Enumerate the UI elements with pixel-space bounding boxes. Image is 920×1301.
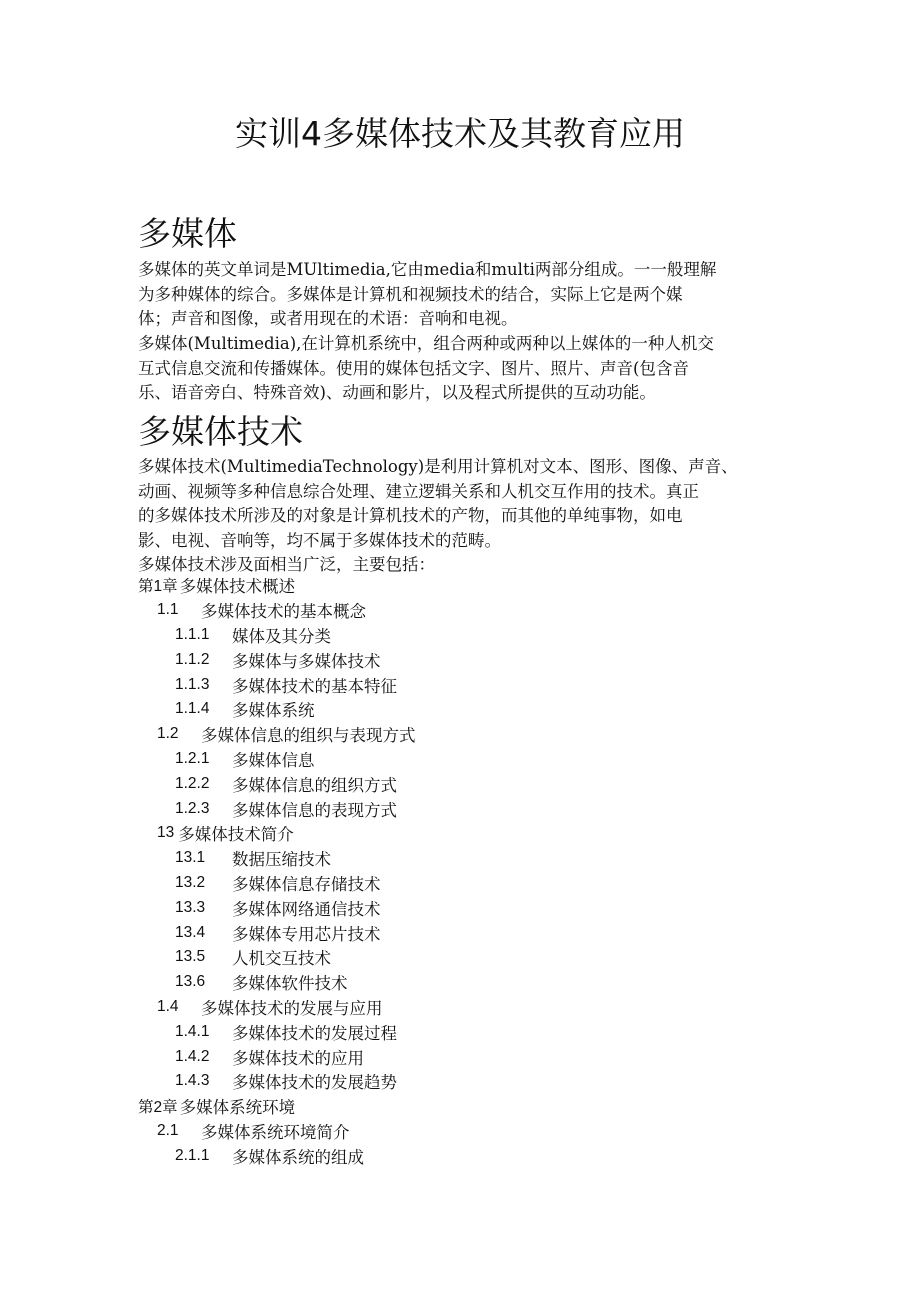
toc-entry — [138, 920, 788, 945]
text-line: 乐、语音旁白、特殊音效)、动画和影片，以及程式所提供的互动功能。 — [138, 383, 656, 402]
text-line: 多媒体的英文单词是MUltimedia,它由media和multi两部分组成。一一般理解 — [138, 260, 717, 279]
toc-entry — [138, 945, 788, 970]
toc-entry — [138, 697, 788, 722]
toc-entry-number: 第2章 — [138, 1099, 178, 1117]
table-of-contents — [138, 573, 788, 1168]
toc-entry-number: 13.5 — [175, 948, 206, 966]
toc-entry-title: 多媒体系统的组成 — [232, 1147, 364, 1167]
paragraph-technology-definition — [138, 455, 788, 578]
toc-entry-number: 第1章 — [138, 578, 178, 596]
toc-entry-number: 13 — [157, 824, 175, 842]
toc-entry-title: 多媒体系统环境简介 — [201, 1122, 350, 1142]
toc-entry-number: 1.1.2 — [175, 650, 210, 668]
toc-entry — [138, 846, 788, 871]
toc-entry-title: 多媒体信息的表现方式 — [232, 800, 397, 820]
toc-entry-title: 多媒体技术的基本特征 — [232, 676, 397, 696]
toc-entry — [138, 747, 788, 772]
toc-entry-title: 数据压缩技术 — [232, 850, 331, 870]
toc-entry-title: 多媒体系统环境 — [179, 1098, 296, 1118]
toc-entry-title: 多媒体技术简介 — [178, 825, 294, 845]
toc-entry-title: 多媒体系统 — [232, 701, 315, 721]
toc-entry — [138, 1044, 788, 1069]
text-line: 多媒体技术(MultimediaTechnology)是利用计算机对文本、图形、图像、声音、 — [138, 457, 738, 476]
text-line: 多媒体(Multimedia),在计算机系统中，组合两种或两种以上媒体的一种人机交 — [138, 334, 714, 353]
toc-entry-number: 13.2 — [175, 873, 206, 891]
toc-entry-title: 多媒体信息存储技术 — [232, 874, 381, 894]
toc-entry-title: 媒体及其分类 — [232, 626, 331, 646]
text-line: 互式信息交流和传播媒体。使用的媒体包括文字、图片、照片、声音(包含音 — [138, 358, 689, 378]
toc-entry-title: 多媒体信息的组织与表现方式 — [201, 726, 416, 746]
toc-entry — [138, 623, 788, 648]
toc-entry — [138, 1143, 788, 1168]
toc-entry-number: 13.3 — [175, 898, 206, 916]
toc-entry-title: 多媒体技术的发展趋势 — [232, 1073, 397, 1093]
toc-entry-number: 1.1.1 — [175, 625, 210, 643]
toc-entry-number: 1.1.4 — [175, 700, 210, 718]
toc-entry-title: 多媒体技术的发展与应用 — [201, 998, 383, 1018]
toc-entry-title: 多媒体技术的应用 — [232, 1048, 364, 1068]
toc-entry-number: 1.4 — [157, 997, 179, 1015]
toc-entry-title: 多媒体与多媒体技术 — [232, 651, 381, 671]
toc-entry-number: 13.6 — [175, 973, 206, 991]
toc-entry-number: 13.4 — [175, 923, 206, 941]
toc-entry-title: 多媒体技术的发展过程 — [232, 1023, 397, 1043]
toc-entry-title: 多媒体专用芯片技术 — [232, 924, 381, 944]
toc-entry-number: 1.2 — [157, 725, 179, 743]
toc-entry-title: 多媒体软件技术 — [232, 974, 348, 994]
paragraph-multimedia-definition — [138, 258, 788, 332]
toc-entry-number: 1.1 — [157, 601, 179, 619]
toc-entry — [138, 598, 788, 623]
toc-entry-number: 13.1 — [175, 849, 206, 867]
toc-entry — [138, 647, 788, 672]
text-line: 动画、视频等多种信息综合处理、建立逻辑关系和人机交互作用的技术。真正 — [138, 481, 699, 501]
toc-entry — [138, 1094, 788, 1119]
toc-entry-number: 1.2.2 — [175, 774, 210, 792]
toc-entry — [138, 895, 788, 920]
text-line: 影、电视、音响等，均不属于多媒体技术的范畴。 — [138, 530, 501, 550]
toc-entry-number: 1.4.3 — [175, 1072, 210, 1090]
document-title: 实训4多媒体技术及其教育应用 — [235, 114, 685, 153]
toc-entry — [138, 970, 788, 995]
toc-entry — [138, 796, 788, 821]
toc-entry-number: 2.1 — [157, 1121, 179, 1139]
text-line: 体；声音和图像，或者用现在的术语：音响和电视。 — [138, 309, 518, 328]
toc-entry-title: 多媒体技术概述 — [179, 577, 296, 597]
toc-entry — [138, 1019, 788, 1044]
toc-entry — [138, 573, 788, 598]
toc-entry-number: 2.1.1 — [175, 1146, 210, 1164]
toc-entry — [138, 672, 788, 697]
text-line: 为多种媒体的综合。多媒体是计算机和视频技术的结合，实际上它是两个媒 — [138, 284, 683, 304]
toc-entry-title: 多媒体信息 — [232, 750, 315, 770]
text-line: 多媒体技术涉及面相当广泛，主要包括： — [138, 555, 435, 574]
toc-entry-number: 1.2.1 — [175, 749, 210, 767]
toc-entry-number: 1.1.3 — [175, 675, 210, 693]
toc-entry — [138, 871, 788, 896]
section-heading-multimedia-technology: 多媒体技术 — [138, 412, 303, 451]
toc-entry-title: 多媒体技术的基本概念 — [201, 602, 366, 622]
toc-entry — [138, 771, 788, 796]
toc-entry — [138, 821, 788, 846]
toc-entry — [138, 1069, 788, 1094]
section-heading-multimedia: 多媒体 — [138, 214, 237, 253]
paragraph-multimedia-description — [138, 332, 788, 406]
toc-entry-title: 多媒体信息的组织方式 — [232, 775, 397, 795]
toc-entry-number: 1.4.2 — [175, 1047, 210, 1065]
toc-entry-title: 多媒体网络通信技术 — [232, 899, 381, 919]
toc-entry — [138, 1119, 788, 1144]
toc-entry-number: 1.4.1 — [175, 1022, 210, 1040]
toc-entry — [138, 995, 788, 1020]
text-line: 的多媒体技术所涉及的对象是计算机技术的产物，而其他的单纯事物，如电 — [138, 506, 683, 525]
toc-entry-number: 1.2.3 — [175, 799, 210, 817]
toc-entry-title: 人机交互技术 — [232, 949, 331, 969]
toc-entry — [138, 722, 788, 747]
